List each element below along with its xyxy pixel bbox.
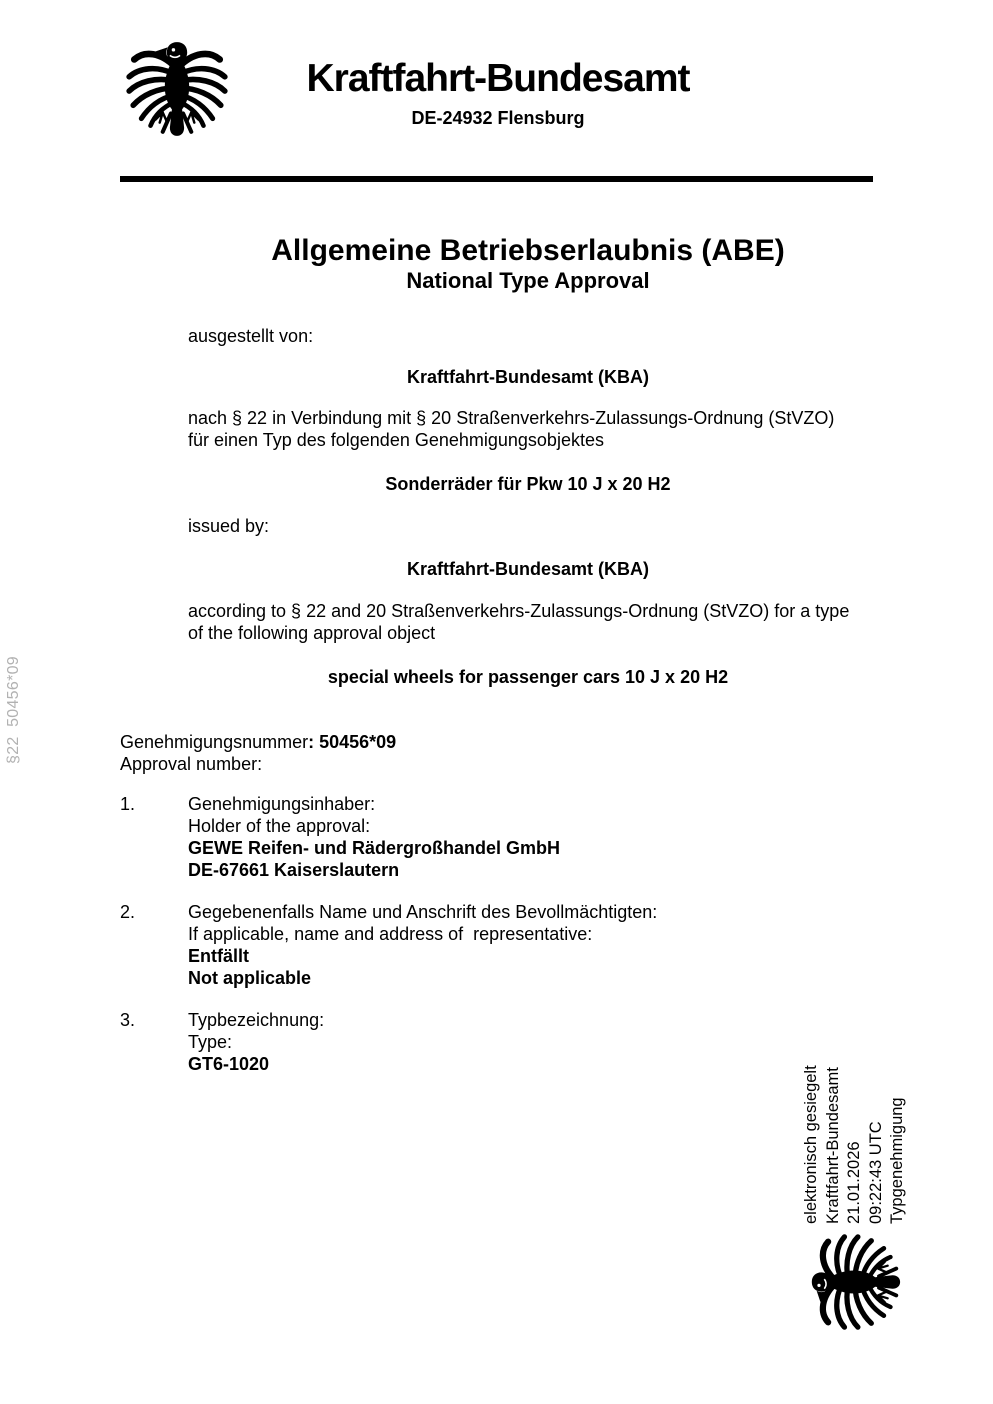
- approval-object-en: special wheels for passenger cars 10 J x 20 H2: [327, 667, 729, 687]
- authority-name: Kraftfahrt-Bundesamt: [306, 57, 690, 100]
- item-3-label-en: Type:: [188, 1032, 233, 1052]
- approval-number-label-en: Approval number:: [120, 754, 263, 774]
- margin-reference-text: §22 50456*09: [5, 655, 22, 764]
- legal-basis-de-line2: für einen Typ des folgenden Genehmigungsobjektes: [188, 430, 604, 450]
- legal-basis-en-line1: according to § 22 and 20 Straßenverkehrs-Zulassungs-Ordnung (StVZO) for a type: [188, 601, 850, 621]
- approval-number-value: : 50456*09: [308, 732, 397, 752]
- seal-line-2: Kraftfahrt-Bundesamt: [823, 1067, 842, 1224]
- issued-by-label-de: ausgestellt von:: [188, 326, 314, 346]
- legal-basis-de-line1: nach § 22 in Verbindung mit § 20 Straßenverkehrs-Zulassungs-Ordnung (StVZO): [188, 408, 835, 428]
- electronic-seal: [798, 1042, 912, 1330]
- legal-basis-en-line2: of the following approval object: [188, 623, 436, 643]
- issuer-name-de: Kraftfahrt-Bundesamt (KBA): [407, 367, 649, 387]
- item-3-label-de: Typbezeichnung:: [188, 1010, 325, 1030]
- item-1-holder: [120, 793, 560, 881]
- item-3-number: 3.: [120, 1010, 136, 1030]
- margin-reference-note: [2, 638, 26, 764]
- seal-line-1: elektronisch gesiegelt: [802, 1065, 821, 1224]
- item-1-holder-city: DE-67661 Kaiserslautern: [188, 860, 400, 880]
- federal-eagle-logo: [126, 32, 228, 144]
- letterhead: [238, 58, 758, 129]
- document-subtitle: National Type Approval: [406, 268, 650, 293]
- item-2-body: [188, 901, 657, 989]
- item-1-label-en: Holder of the approval:: [188, 816, 371, 836]
- seal-line-4: 09:22:43 UTC: [866, 1121, 885, 1224]
- item-3-type-designation: GT6-1020: [188, 1054, 270, 1074]
- header-divider-rule: [120, 176, 873, 182]
- approval-number-block: [120, 731, 396, 775]
- item-1-label-de: Genehmigungsinhaber:: [188, 794, 376, 814]
- seal-line-3: 21.01.2026: [845, 1141, 864, 1224]
- item-2-label-en: If applicable, name and address of representative:: [188, 924, 593, 944]
- approval-number-label-de: Genehmigungsnummer: [120, 732, 309, 752]
- item-1-body: [188, 793, 560, 881]
- legal-basis-de: [188, 407, 834, 451]
- item-2-label-de: Gegebenenfalls Name und Anschrift des Bevollmächtigten:: [188, 902, 658, 922]
- item-2-representative: [120, 901, 657, 989]
- legal-basis-en: [188, 600, 849, 644]
- item-2-number: 2.: [120, 902, 136, 922]
- item-1-number: 1.: [120, 794, 136, 814]
- seal-text-block: [801, 1065, 909, 1224]
- approval-number-line: [120, 731, 396, 753]
- authority-address: DE-24932 Flensburg: [411, 108, 585, 128]
- item-2-value-de: Entfällt: [188, 946, 249, 966]
- issued-by-label-en: issued by:: [188, 516, 270, 536]
- item-3-type: [120, 1009, 324, 1075]
- electronic-seal-inner: [798, 1042, 912, 1330]
- document-title: Allgemeine Betriebserlaubnis (ABE): [271, 234, 785, 267]
- item-3-body: [188, 1009, 324, 1075]
- seal-eagle-icon: [802, 1234, 908, 1330]
- issuer-name-en: Kraftfahrt-Bundesamt (KBA): [407, 559, 649, 579]
- item-2-value-en: Not applicable: [188, 968, 312, 988]
- approval-object-de: Sonderräder für Pkw 10 J x 20 H2: [385, 474, 671, 494]
- item-1-holder-name: GEWE Reifen- und Rädergroßhandel GmbH: [188, 838, 561, 858]
- seal-line-5: Typgenehmigung: [888, 1097, 907, 1224]
